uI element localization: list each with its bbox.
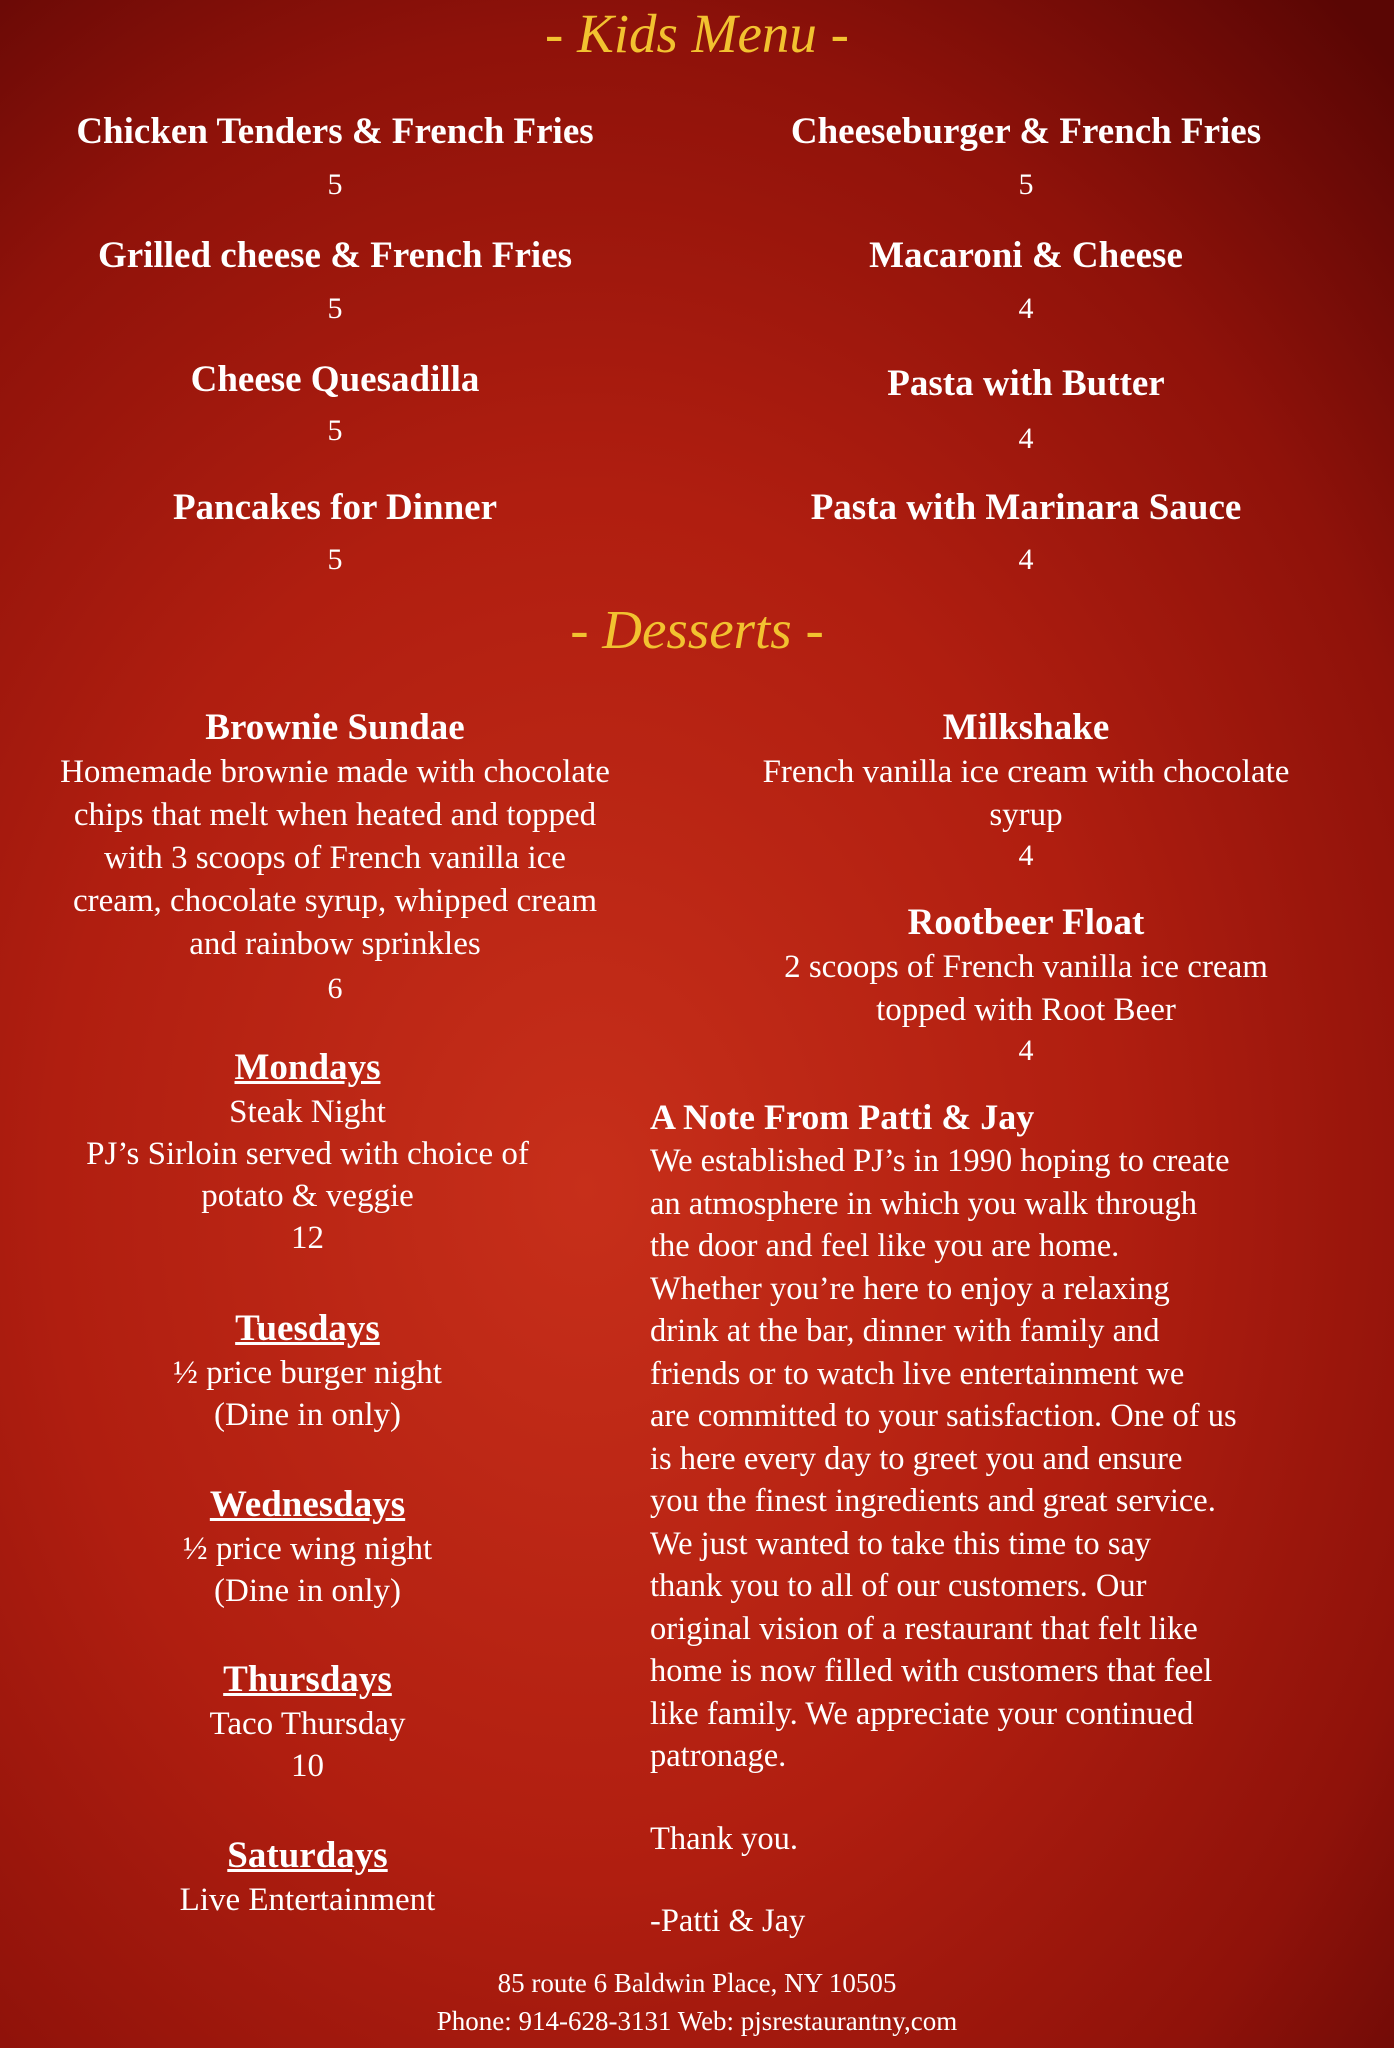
special-day-title: Mondays xyxy=(234,1047,381,1088)
special-line: 10 xyxy=(291,1748,324,1784)
description-line: with 3 scoops of French vanilla ice xyxy=(104,840,566,876)
dessert-name: Milkshake xyxy=(942,707,1110,748)
special-line: PJ’s Sirloin served with choice of xyxy=(86,1136,529,1172)
special-line: ½ price wing night xyxy=(182,1531,433,1567)
description-line: chips that melt when heated and topped xyxy=(73,797,597,833)
description-line: French vanilla ice cream with chocolate xyxy=(762,754,1290,790)
special-line: (Dine in only) xyxy=(214,1397,401,1433)
kids-item-name: Macaroni & Cheese xyxy=(869,235,1183,276)
kids-item-name: Pasta with Marinara Sauce xyxy=(810,487,1242,528)
description-line: topped with Root Beer xyxy=(876,992,1176,1028)
kids-menu-title: - Kids Menu - xyxy=(545,3,849,64)
dessert-price: 4 xyxy=(1018,1034,1034,1067)
note-line: Whether you’re here to enjoy a relaxing xyxy=(650,1270,1170,1307)
note-line: thank you to all of our customers. Our xyxy=(650,1568,1147,1604)
dessert-description xyxy=(700,751,1352,837)
dessert-name: Brownie Sundae xyxy=(205,707,465,748)
desserts-title: - Desserts - xyxy=(570,599,824,660)
special-description xyxy=(0,1352,615,1436)
description-line: Homemade brownie made with chocolate xyxy=(60,754,610,790)
kids-item-price: 4 xyxy=(1018,543,1034,576)
description-line: syrup xyxy=(989,797,1063,833)
kids-item-price: 5 xyxy=(327,292,343,325)
footer-contact: Phone: 914-628-3131 Web: pjsrestaurantny,com xyxy=(436,2006,958,2036)
note-line: like family. We appreciate your continued xyxy=(650,1695,1194,1732)
kids-item-price: 4 xyxy=(1018,422,1034,455)
dessert-name: Rootbeer Float xyxy=(907,902,1145,943)
kids-item-name: Chicken Tenders & French Fries xyxy=(76,111,594,152)
special-day-title: Thursdays xyxy=(223,1659,392,1700)
kids-item-price: 5 xyxy=(1018,168,1034,201)
special-description xyxy=(0,1091,615,1259)
kids-item-name: Pasta with Butter xyxy=(887,363,1165,404)
special-line: Live Entertainment xyxy=(179,1882,436,1918)
special-description xyxy=(0,1879,615,1921)
footer-address: 85 route 6 Baldwin Place, NY 10505 xyxy=(497,1968,897,1998)
special-line: Taco Thursday xyxy=(209,1706,406,1742)
special-description xyxy=(0,1703,615,1787)
note-line: patronage. xyxy=(650,1738,787,1774)
special-line: 12 xyxy=(291,1220,324,1256)
description-line: and rainbow sprinkles xyxy=(189,926,481,962)
kids-item-name: Cheeseburger & French Fries xyxy=(790,111,1262,152)
note-body xyxy=(650,1140,1370,1778)
special-line: Steak Night xyxy=(229,1094,386,1130)
note-line: is here every day to greet you and ensure xyxy=(650,1440,1183,1477)
note-title: A Note From Patti & Jay xyxy=(650,1097,1035,1137)
kids-item-price: 5 xyxy=(327,543,343,576)
special-line: ½ price burger night xyxy=(173,1355,442,1391)
special-tuesday xyxy=(0,1307,615,1436)
special-day-title: Tuesdays xyxy=(235,1308,380,1349)
special-monday xyxy=(0,1046,615,1259)
note-line: an atmosphere in which you walk through xyxy=(650,1185,1197,1222)
description-line: 2 scoops of French vanilla ice cream xyxy=(784,949,1268,985)
dessert-brownie-sundae xyxy=(0,706,670,1006)
kids-item-price: 5 xyxy=(327,168,343,201)
note-line: you the finest ingredients and great service. xyxy=(650,1483,1216,1519)
dessert-price: 6 xyxy=(327,972,343,1005)
kids-item-name: Pancakes for Dinner xyxy=(172,487,498,528)
note-line: the door and feel like you are home. xyxy=(650,1228,1120,1264)
special-line: potato & veggie xyxy=(201,1178,414,1214)
special-description xyxy=(0,1528,615,1612)
special-wednesday xyxy=(0,1483,615,1612)
special-saturday xyxy=(0,1834,615,1921)
kids-item-name: Grilled cheese & French Fries xyxy=(97,235,572,276)
dessert-price: 4 xyxy=(1018,839,1034,872)
note-thanks: Thank you. xyxy=(650,1820,799,1857)
special-line: (Dine in only) xyxy=(214,1573,401,1609)
note-line: drink at the bar, dinner with family and xyxy=(650,1313,1160,1349)
note-line: We just wanted to take this time to say xyxy=(650,1525,1152,1562)
note-line: are committed to your satisfaction. One of us xyxy=(650,1398,1237,1434)
dessert-description xyxy=(700,946,1352,1032)
special-day-title: Wednesdays xyxy=(209,1484,406,1525)
dessert-milkshake xyxy=(700,706,1352,873)
dessert-description xyxy=(0,751,670,966)
kids-item-price: 4 xyxy=(1018,292,1034,325)
note-line: home is now filled with customers that feel xyxy=(650,1653,1213,1689)
kids-item-price: 5 xyxy=(327,414,343,447)
note-line: We established PJ’s in 1990 hoping to create xyxy=(650,1143,1230,1179)
dessert-rootbeer-float xyxy=(700,901,1352,1068)
kids-item-name: Cheese Quesadilla xyxy=(190,359,480,400)
special-day-title: Saturdays xyxy=(227,1835,388,1876)
description-line: cream, chocolate syrup, whipped cream xyxy=(72,883,598,919)
note-line: friends or to watch live entertainment we xyxy=(650,1355,1185,1392)
note-signature: -Patti & Jay xyxy=(650,1903,806,1939)
note-line: original vision of a restaurant that felt like xyxy=(650,1610,1198,1647)
owners-note xyxy=(650,1096,1370,1943)
special-thursday xyxy=(0,1658,615,1787)
